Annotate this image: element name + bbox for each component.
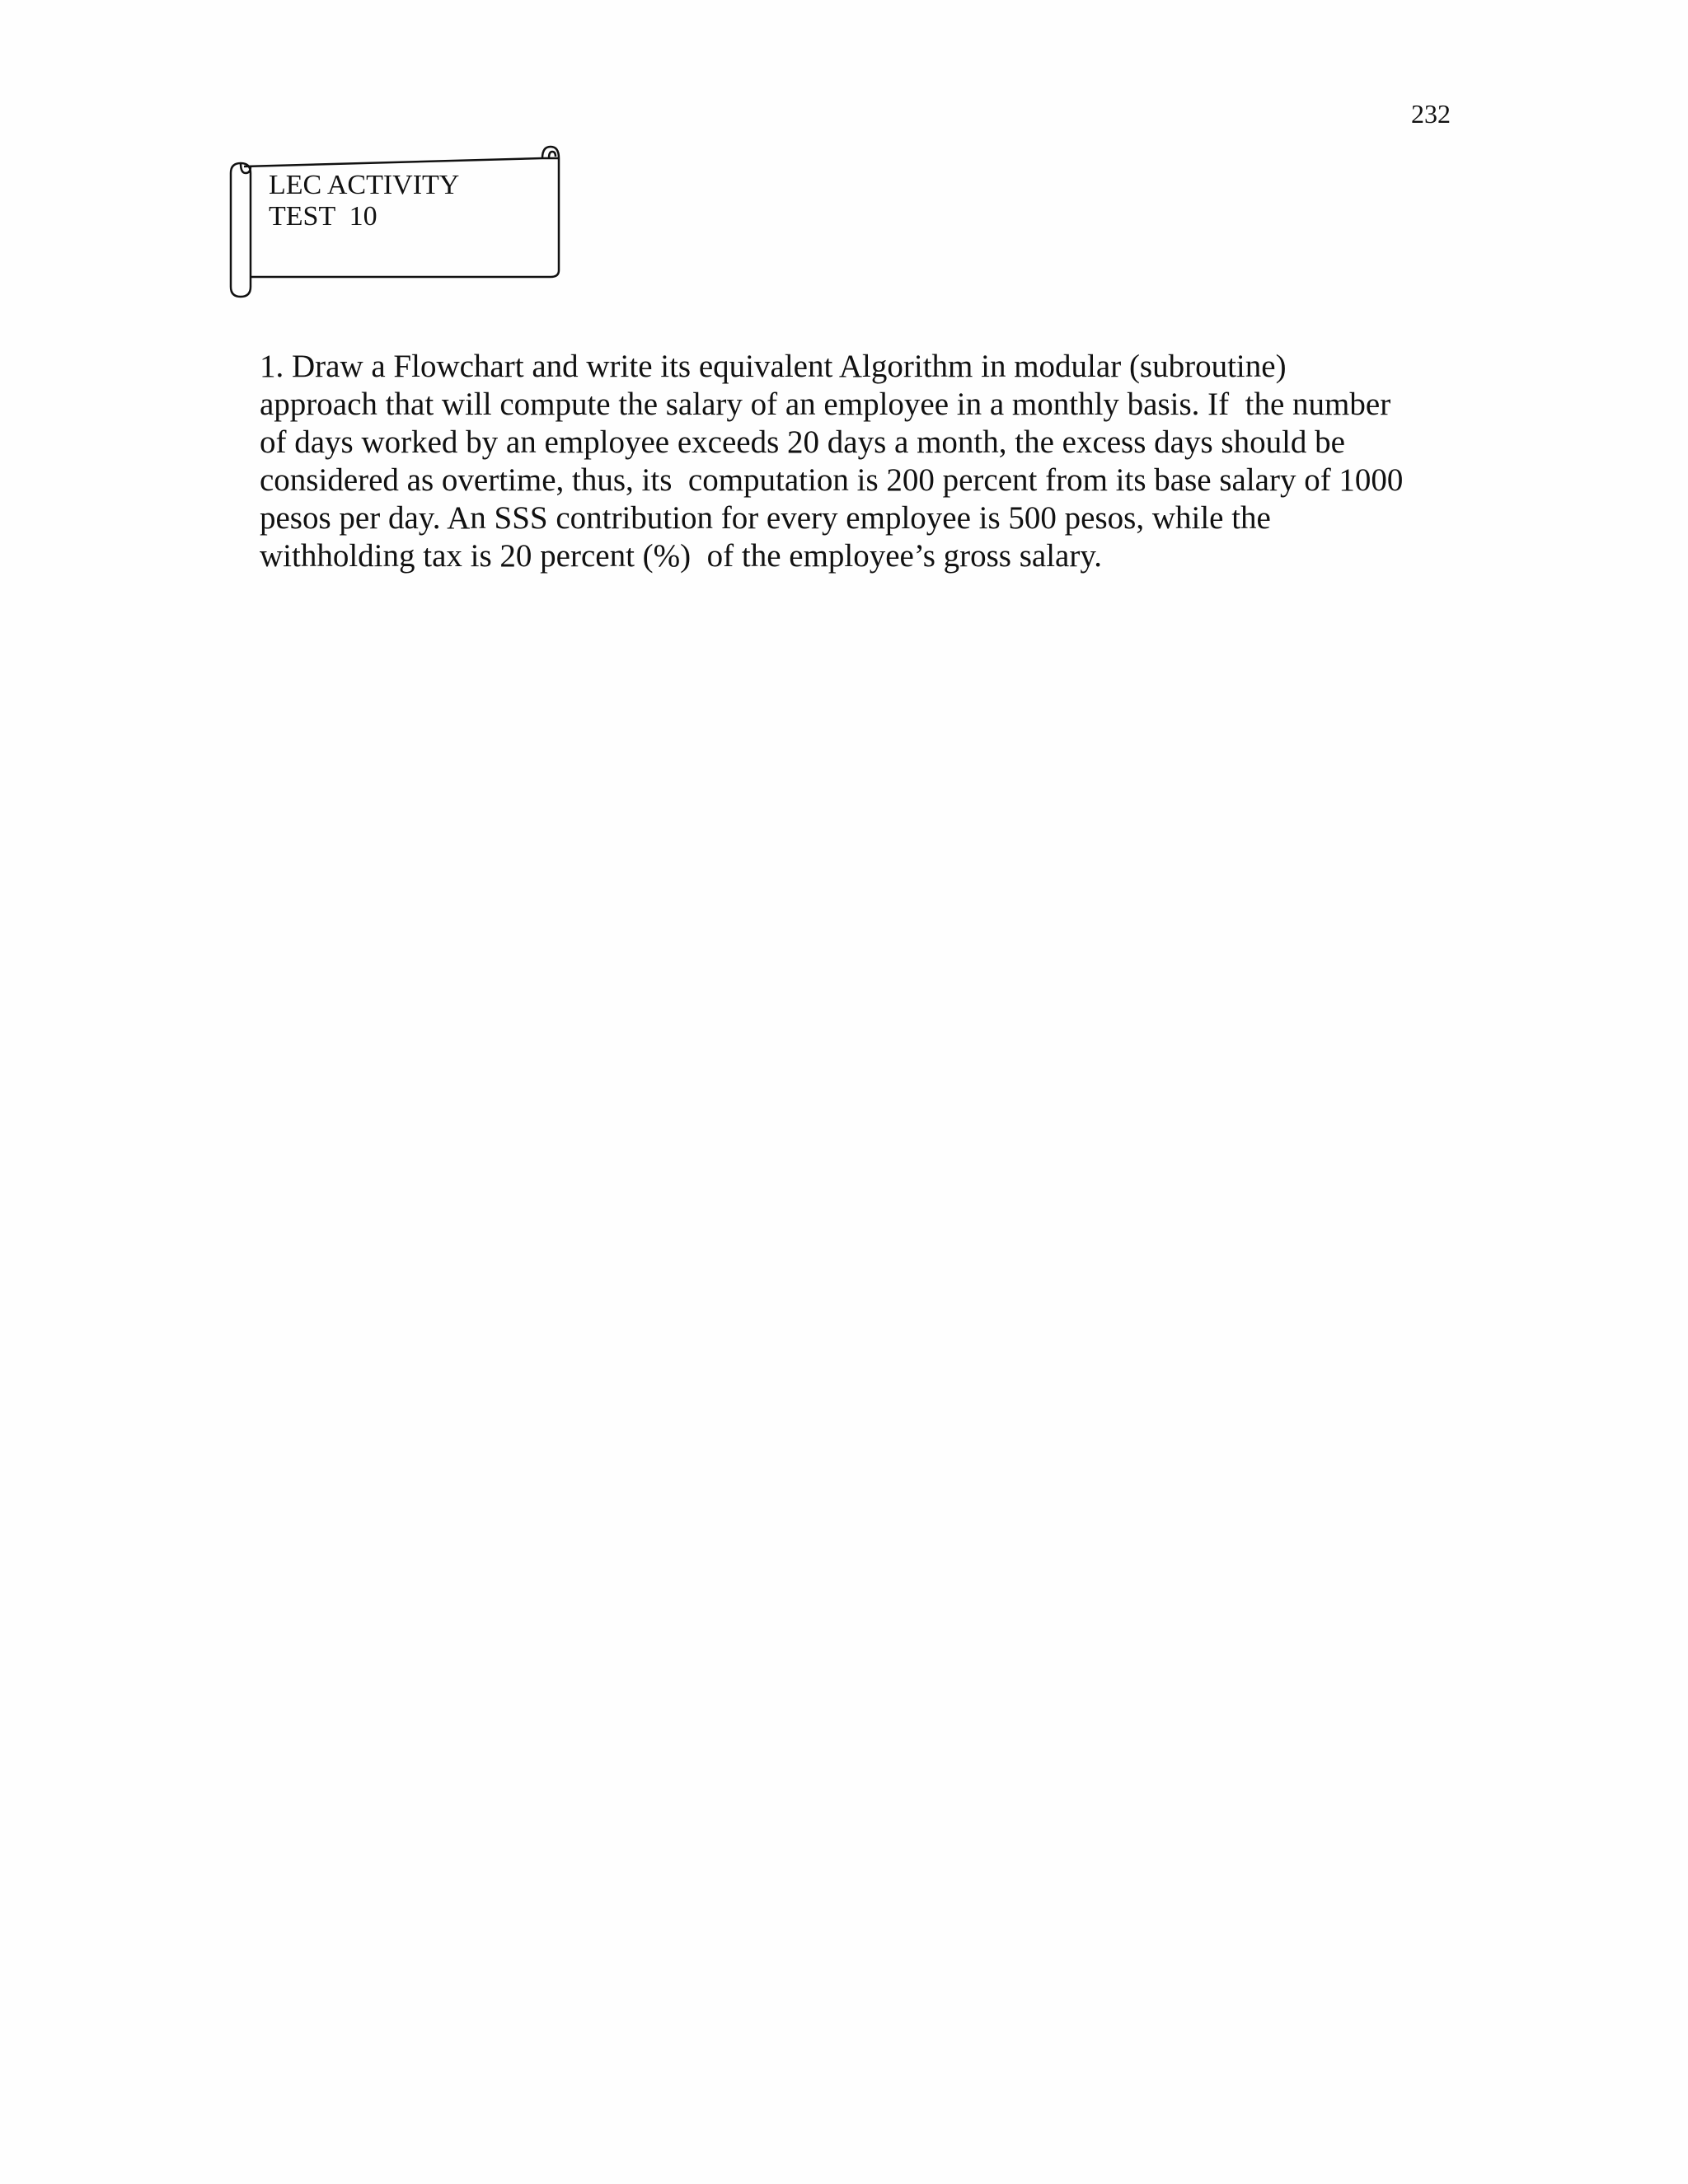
- banner-line-1: LEC ACTIVITY: [269, 170, 460, 200]
- page-number: 232: [1411, 99, 1451, 129]
- banner-line-2: TEST 10: [269, 201, 377, 232]
- question-line: pesos per day. An SSS contribution for every employee is 500 pesos, while the: [260, 500, 1271, 536]
- question-line: withholding tax is 20 percent (%) of the employee’s gross salary.: [260, 538, 1103, 574]
- scroll-banner: [223, 140, 569, 305]
- question-line: approach that will compute the salary of an employee in a monthly basis. If the number: [260, 387, 1391, 422]
- banner-title: [269, 170, 459, 232]
- question-line: of days worked by an employee exceeds 20 days a month, the excess days should be: [260, 424, 1345, 460]
- question-text: [260, 348, 1463, 575]
- question-line: 1. Draw a Flowchart and write its equivalent Algorithm in modular (subroutine): [260, 349, 1287, 384]
- question-line: considered as overtime, thus, its computation is 200 percent from its base salary of 1000: [260, 462, 1404, 498]
